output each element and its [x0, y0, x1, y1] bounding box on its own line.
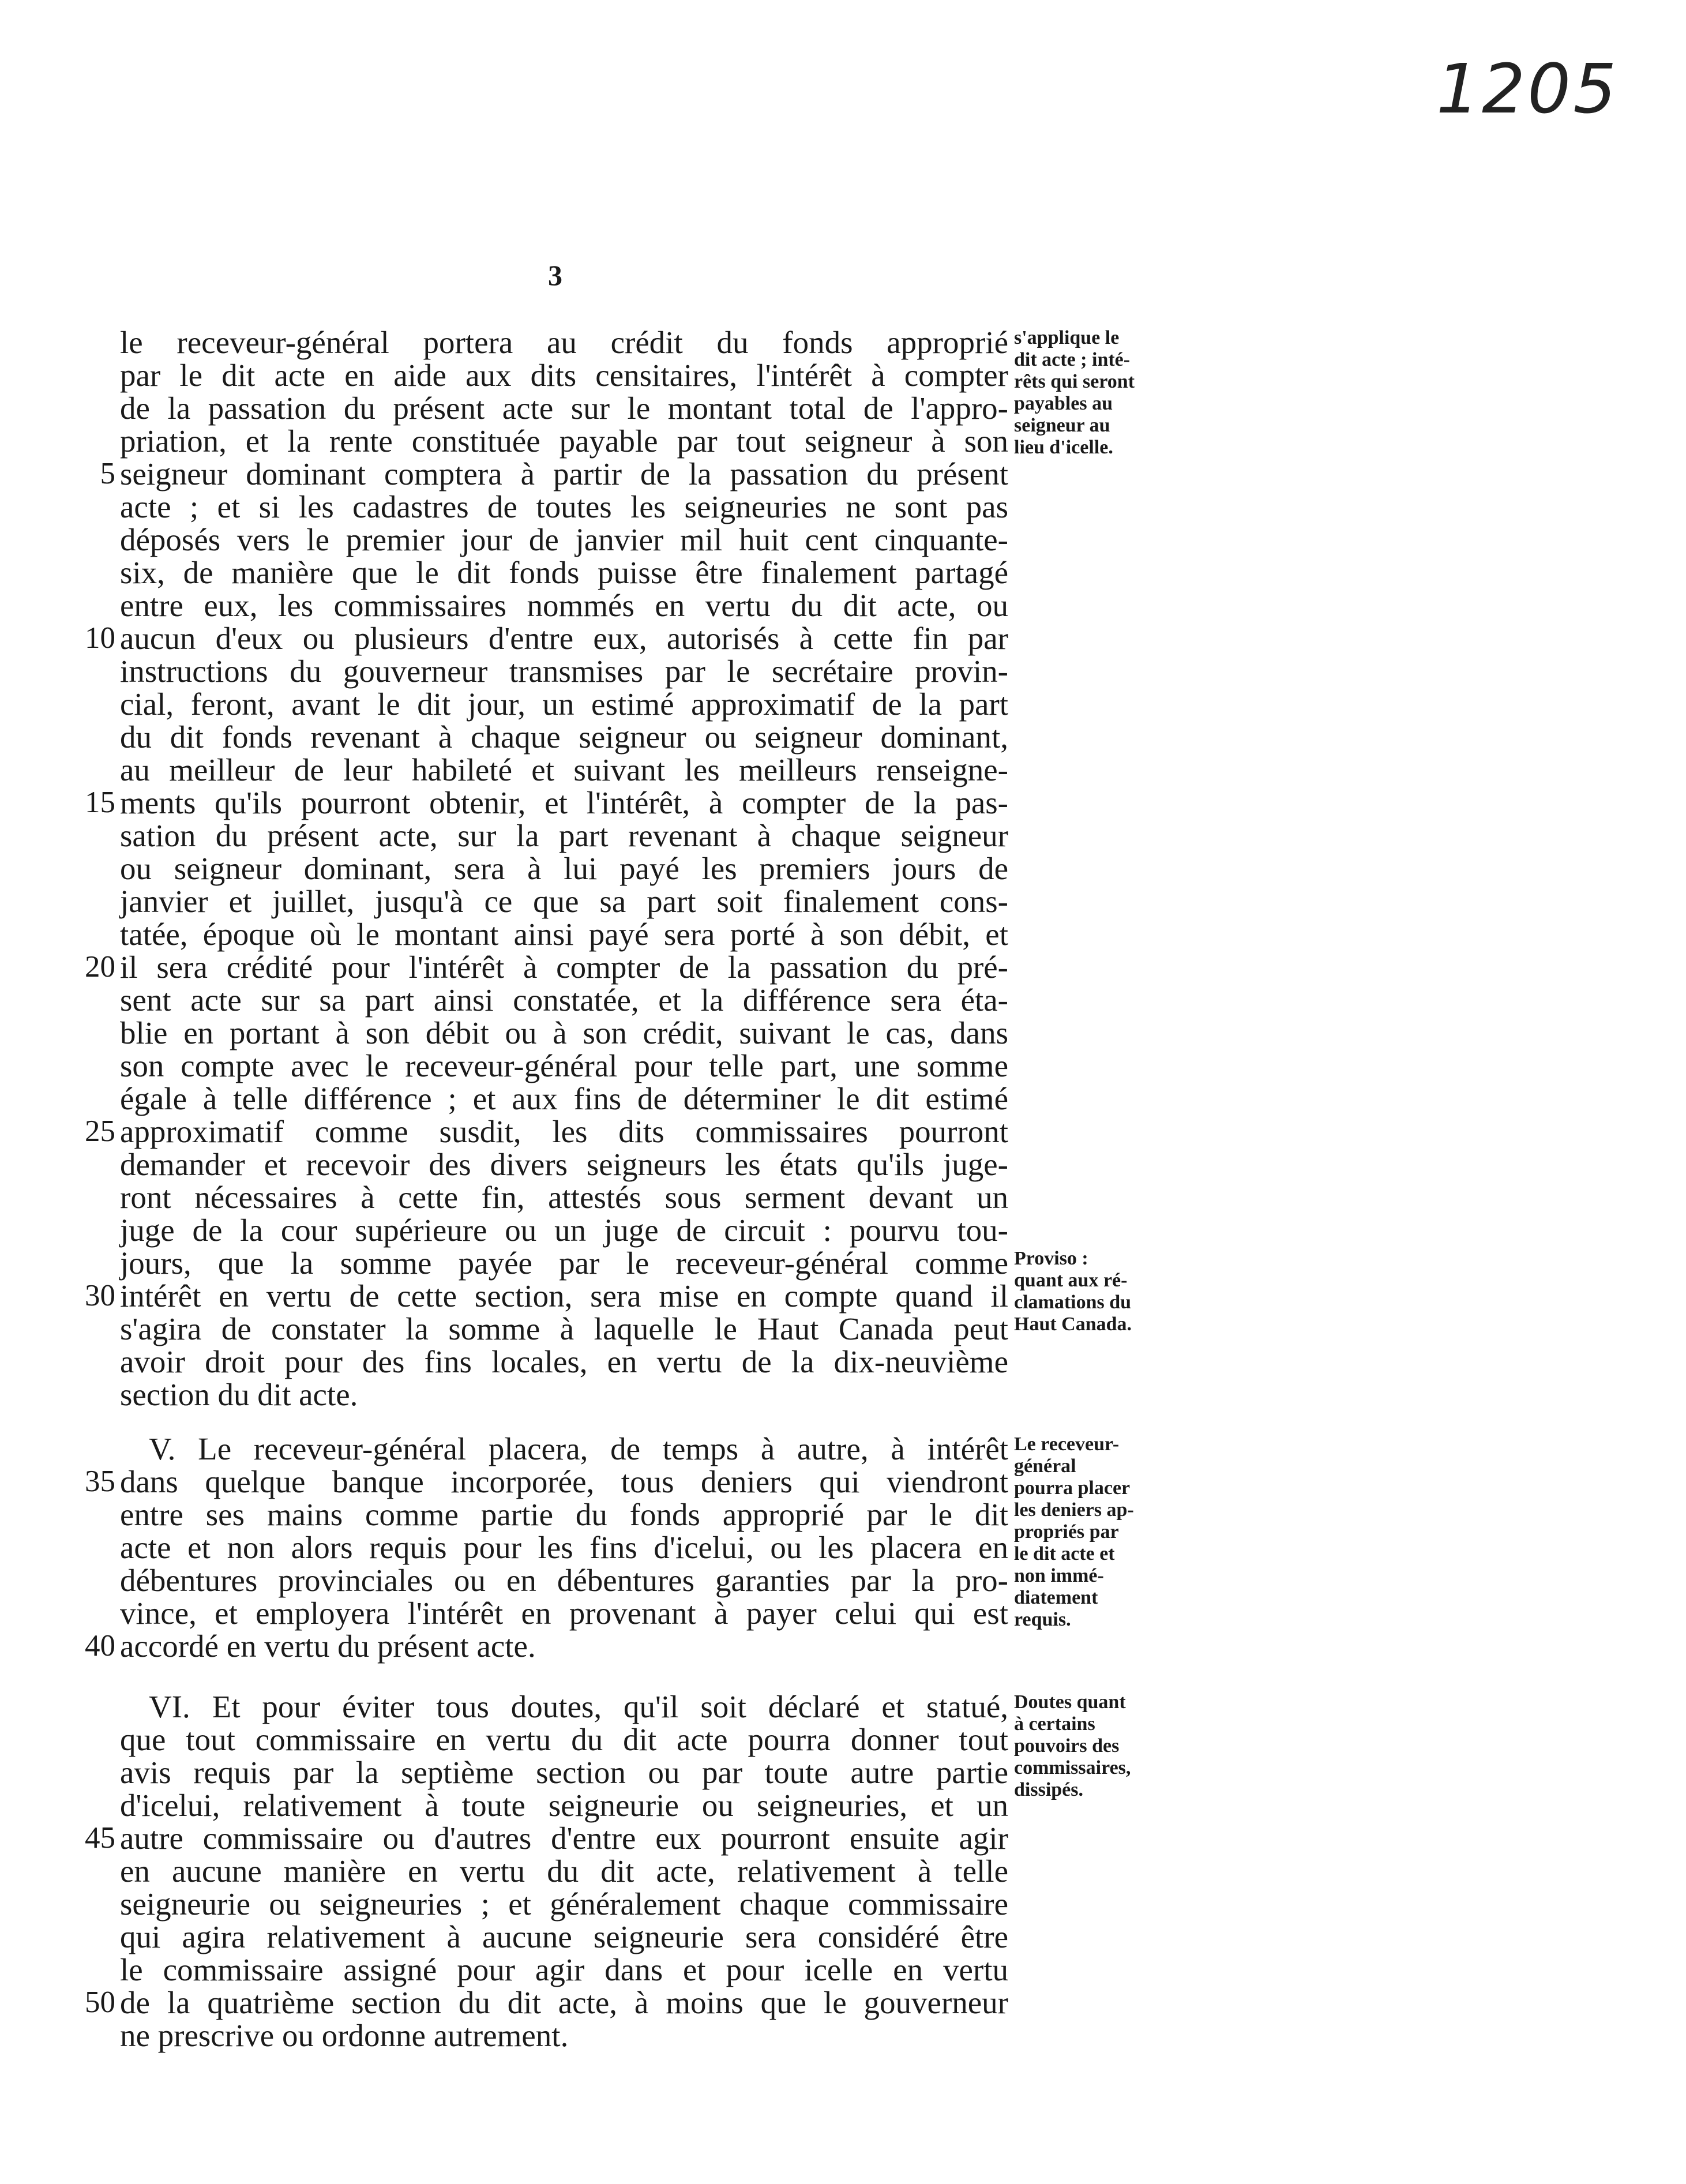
margin-note-line: dissipés.: [1014, 1779, 1083, 1800]
section-iv-continued: [0, 326, 1686, 1411]
text-line: six, de manière que le dit fonds puisse être finalement partagé: [120, 555, 1008, 590]
text-line: égale à telle différence ; et aux fins de déterminer le dit estimé: [120, 1081, 1008, 1116]
margin-note-line: clamations du: [1014, 1292, 1132, 1313]
margin-note-line: diatement: [1014, 1587, 1098, 1608]
text-line: débentures provinciales ou en débentures garanties par la pro-: [120, 1563, 1008, 1598]
text-line: instructions du gouverneur transmises par le secrétaire provin-: [120, 654, 1008, 689]
margin-note-line: général: [1014, 1455, 1076, 1477]
text-line: jours, que la somme payée par le receveur-général comme: [120, 1245, 1008, 1281]
margin-note-line: à certains: [1014, 1713, 1095, 1735]
line-number: 50: [85, 1986, 115, 2019]
section-vi: [0, 1690, 1686, 2052]
text-line: seigneur dominant comptera à partir de la passation du présent: [120, 456, 1008, 491]
text-line: entre ses mains comme partie du fonds approprié par le dit: [120, 1497, 1008, 1532]
margin-note-line: lieu d'icelle.: [1014, 437, 1113, 458]
text-line: ou seigneur dominant, sera à lui payé les premiers jours de: [120, 851, 1008, 886]
text-line: accordé en vertu du présent acte.: [120, 1628, 536, 1664]
line-number: 40: [85, 1629, 115, 1663]
line-number: 45: [85, 1821, 115, 1855]
margin-note-line: requis.: [1014, 1609, 1071, 1630]
line-number: 35: [85, 1465, 115, 1498]
text-line: janvier et juillet, jusqu'à ce que sa part soit finalement cons-: [120, 884, 1008, 919]
line-number: 5: [100, 457, 115, 490]
margin-note: [1014, 1248, 1187, 1335]
handwritten-page-number: 1205: [1436, 49, 1619, 129]
text-line: en aucune manière en vertu du dit acte, relativement à telle: [120, 1853, 1008, 1889]
text-line: acte et non alors requis pour les fins d'icelui, ou les placera en: [120, 1530, 1008, 1565]
margin-note: [1014, 1434, 1187, 1631]
text-line: il sera crédité pour l'intérêt à compter de la passation du pré-: [120, 950, 1008, 985]
text-line: tatée, époque où le montant ainsi payé sera porté à son débit, et: [120, 917, 1008, 952]
text-line: sation du présent acte, sur la part revenant à chaque seigneur: [120, 818, 1008, 853]
margin-note-line: s'applique le: [1014, 327, 1120, 348]
text-line: du dit fonds revenant à chaque seigneur ou seigneur dominant,: [120, 719, 1008, 755]
text-line: de la passation du présent acte sur le montant total de l'appro-: [120, 391, 1008, 426]
margin-note-line: Proviso :: [1014, 1248, 1088, 1269]
line-number: 10: [85, 621, 115, 655]
text-line: demander et recevoir des divers seigneurs les états qu'ils juge-: [120, 1147, 1008, 1182]
text-line: approximatif comme susdit, les dits commissaires pourront: [120, 1114, 1008, 1149]
text-line: de la quatrième section du dit acte, à moins que le gouverneur: [120, 1985, 1008, 2020]
text-line: par le dit acte en aide aux dits censitaires, l'intérêt à compter: [120, 358, 1008, 393]
margin-note-line: non immé-: [1014, 1565, 1104, 1586]
text-line: intérêt en vertu de cette section, sera mise en compte quand il: [120, 1278, 1008, 1314]
text-line: priation, et la rente constituée payable par tout seigneur à son: [120, 423, 1008, 459]
margin-note-line: propriés par: [1014, 1521, 1119, 1543]
margin-note: [1014, 327, 1187, 459]
text-line: d'icelui, relativement à toute seigneurie ou seigneuries, et un: [120, 1788, 1008, 1823]
text-line: seigneurie ou seigneuries ; et généralement chaque commissaire: [120, 1886, 1008, 1922]
text-line: le commissaire assigné pour agir dans et pour icelle en vertu: [120, 1952, 1008, 1987]
margin-note-line: pouvoirs des: [1014, 1735, 1120, 1757]
text-line: qui agira relativement à aucune seigneurie sera considéré être: [120, 1919, 1008, 1954]
text-line: que tout commissaire en vertu du dit acte pourra donner tout: [120, 1722, 1008, 1757]
margin-note-line: Le receveur-: [1014, 1434, 1120, 1455]
text-line: V. Le receveur-général placera, de temps à autre, à intérêt: [149, 1431, 1008, 1466]
margin-note-line: les deniers ap-: [1014, 1499, 1134, 1521]
line-number: 20: [85, 950, 115, 984]
margin-note-line: rêts qui seront: [1014, 371, 1135, 392]
text-line: le receveur-général portera au crédit du fonds approprié: [120, 325, 1008, 360]
text-line: vince, et employera l'intérêt en provenant à payer celui qui est: [120, 1596, 1008, 1631]
text-line: son compte avec le receveur-général pour telle part, une somme: [120, 1048, 1008, 1083]
text-line: avoir droit pour des fins locales, en vertu de la dix-neuvième: [120, 1344, 1008, 1379]
margin-note-line: quant aux ré-: [1014, 1270, 1128, 1291]
margin-note-line: dit acte ; inté-: [1014, 349, 1131, 370]
text-line: juge de la cour supérieure ou un juge de circuit : pourvu tou-: [120, 1213, 1008, 1248]
text-line: sent acte sur sa part ainsi constatée, et la différence sera éta-: [120, 982, 1008, 1018]
text-line: cial, feront, avant le dit jour, un estimé approximatif de la part: [120, 686, 1008, 722]
text-line: dans quelque banque incorporée, tous deniers qui viendront: [120, 1464, 1008, 1499]
page-number: 3: [548, 259, 562, 291]
line-number: 30: [85, 1279, 115, 1312]
margin-note-line: Haut Canada.: [1014, 1314, 1132, 1335]
text-line: entre eux, les commissaires nommés en vertu du dit acte, ou: [120, 588, 1008, 623]
margin-note: [1014, 1691, 1187, 1801]
margin-note-line: seigneur au: [1014, 415, 1110, 436]
text-line: acte ; et si les cadastres de toutes les seigneuries ne sont pas: [120, 489, 1008, 524]
text-line: aucun d'eux ou plusieurs d'entre eux, autorisés à cette fin par: [120, 621, 1008, 656]
text-line: ments qu'ils pourront obtenir, et l'intérêt, à compter de la pas-: [120, 785, 1008, 820]
margin-note-line: le dit acte et: [1014, 1543, 1115, 1564]
text-line: déposés vers le premier jour de janvier mil huit cent cinquante-: [120, 522, 1008, 557]
margin-note-line: pourra placer: [1014, 1477, 1131, 1499]
text-line: autre commissaire ou d'autres d'entre eux pourront ensuite agir: [120, 1821, 1008, 1856]
section-v: [0, 1432, 1686, 1663]
margin-note-line: commissaires,: [1014, 1757, 1131, 1778]
text-line: ront nécessaires à cette fin, attestés sous serment devant un: [120, 1180, 1008, 1215]
line-number: 25: [85, 1114, 115, 1148]
text-line: s'agira de constater la somme à laquelle le Haut Canada peut: [120, 1311, 1008, 1346]
margin-note-line: payables au: [1014, 393, 1113, 414]
text-line: VI. Et pour éviter tous doutes, qu'il soit déclaré et statué,: [149, 1689, 1008, 1724]
text-line: section du dit acte.: [120, 1377, 358, 1412]
text-line: au meilleur de leur habileté et suivant les meilleurs renseigne-: [120, 752, 1008, 787]
text-line: avis requis par la septième section ou par toute autre partie: [120, 1755, 1008, 1790]
line-number: 15: [85, 786, 115, 819]
text-line: blie en portant à son débit ou à son crédit, suivant le cas, dans: [120, 1015, 1008, 1050]
margin-note-line: Doutes quant: [1014, 1691, 1126, 1713]
text-line: ne prescrive ou ordonne autrement.: [120, 2018, 569, 2053]
